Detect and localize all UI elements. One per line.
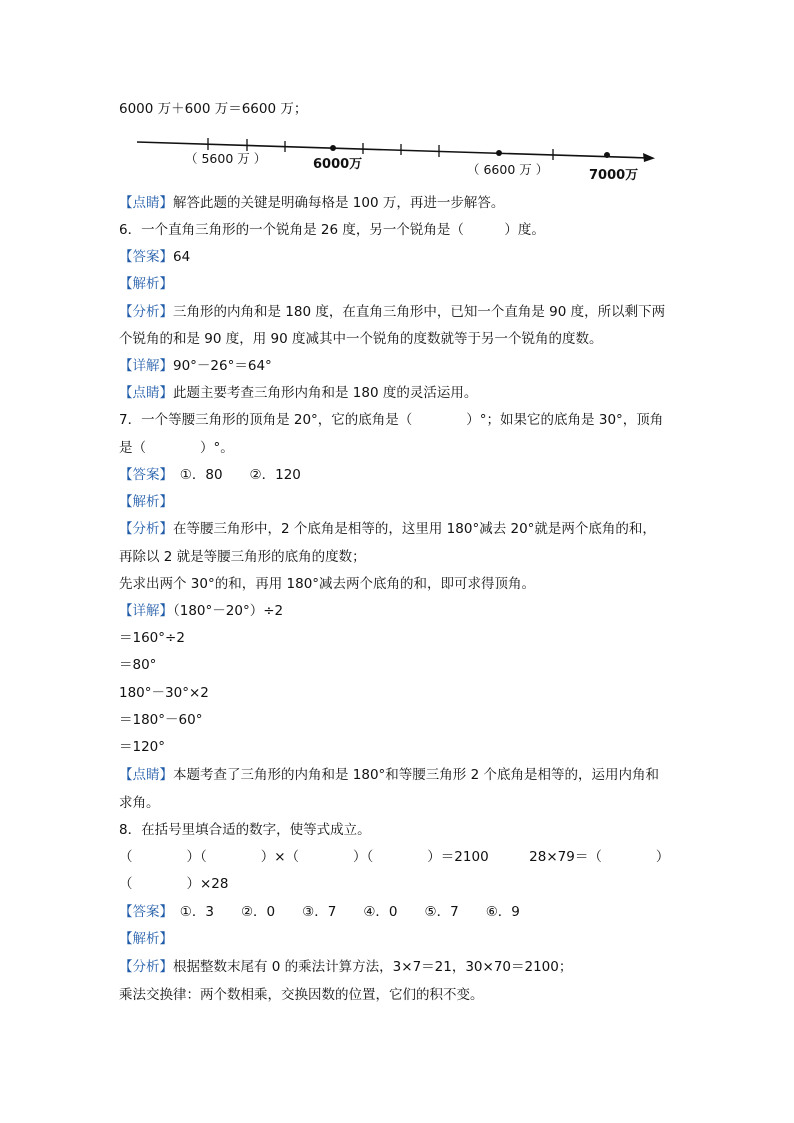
text-line: 是（ ）°。 [119,440,234,456]
text-line: ＝180°－60° [119,712,203,728]
text-line: （ ）（ ）×（ ）（ ）＝2100 28×79＝（ ） [119,849,670,865]
text-line: 【点睛】解答此题的关键是明确每格是 100 万，再进一步解答。 [119,195,505,211]
question-8: 8．在括号里填合适的数字，使等式成立。 [119,822,371,838]
text-line: ＝80° [119,657,157,673]
text-line: 【详解】90°－26°＝64° [119,358,272,374]
question-6: 6．一个直角三角形的一个锐角是 26 度，另一个锐角是（ ）度。 [119,222,545,238]
label-5600: （ 5600 万 ） [185,151,267,166]
label-6000: 6000万 [313,157,363,172]
text-line: 【详解】（180°－20°）÷2 [119,603,284,619]
number-line-arrow [643,153,655,162]
label-6600: （ 6600 万 ） [467,162,549,177]
text-line: 个锐角的和是 90 度，用 90 度减其中一个锐角的度数就等于另一个锐角的度数。 [119,331,603,347]
point-6000 [330,145,336,151]
text-line: ＝160°÷2 [119,630,185,646]
question-7: 7．一个等腰三角形的顶角是 20°，它的底角是（ ）°；如果它的底角是 30°，顶角 [119,412,664,428]
analysis-heading: 【解析】 [119,931,173,947]
label-7000: 7000万 [589,168,639,183]
text-line: 【分析】三角形的内角和是 180 度，在直角三角形中，已知一个直角是 90 度，所以剩下两 [119,304,666,320]
text-line: 【分析】根据整数末尾有 0 的乘法计算方法，3×7＝21，30×70＝2100； [119,959,573,975]
text-line: （ ）×28 [119,876,229,892]
text-line: 【点睛】本题考查了三角形的内角和是 180°和等腰三角形 2 个底角是相等的，运用内角和 [119,767,659,783]
answer-8: 【答案】 ①．3 ②．0 ③．7 ④．0 ⑤．7 ⑥．9 [119,904,520,920]
point-7000 [604,152,610,158]
point-6600 [496,150,502,156]
answer-6: 【答案】64 [119,249,191,265]
text-line: ＝120° [119,739,166,755]
text-line: 【点睛】此题主要考查三角形内角和是 180 度的灵活运用。 [119,385,478,401]
text-line: 180°－30°×2 [119,685,209,701]
text-line: 再除以 2 就是等腰三角形的底角的度数； [119,549,366,565]
text-line: 求角。 [119,795,160,811]
text-line: 乘法交换律：两个数相乘，交换因数的位置，它们的积不变。 [119,987,484,1003]
number-line [133,132,663,184]
text-line: 6000 万＋600 万＝6600 万； [119,101,308,117]
analysis-heading: 【解析】 [119,494,173,510]
text-line: 【分析】在等腰三角形中，2 个底角是相等的，这里用 180°减去 20°就是两个底角的和， [119,521,656,537]
answer-7: 【答案】 ①．80 ②．120 [119,467,301,483]
text-line: 先求出两个 30°的和，再用 180°减去两个底角的和，即可求得顶角。 [119,576,536,592]
analysis-heading: 【解析】 [119,276,173,292]
